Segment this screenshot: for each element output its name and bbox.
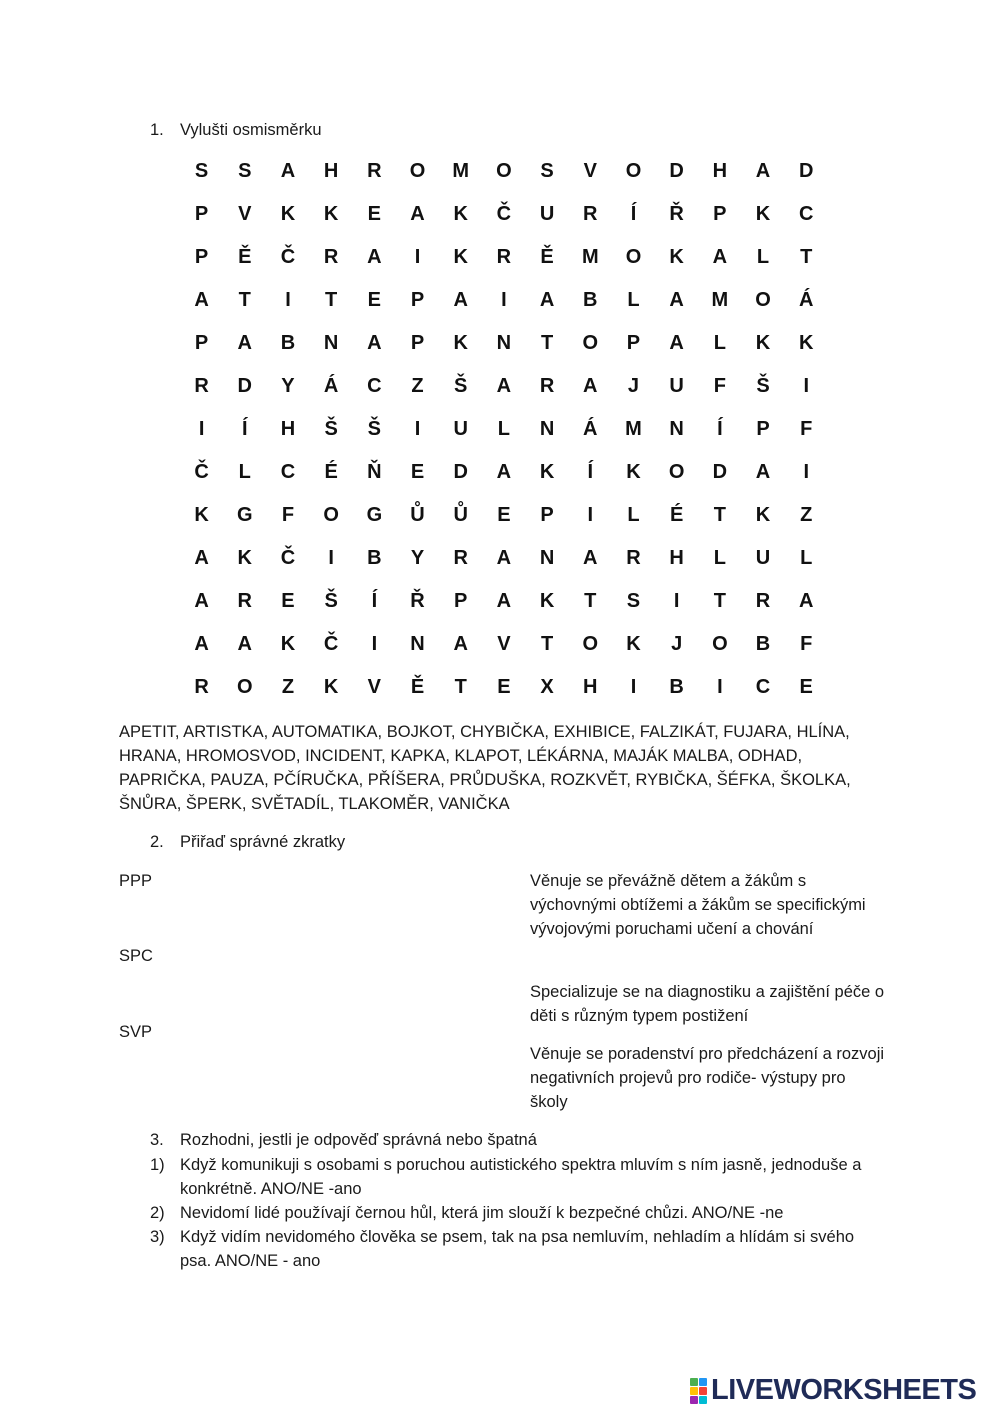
- logo-mark-icon: [690, 1378, 707, 1404]
- grid-cell[interactable]: X: [540, 676, 554, 698]
- grid-cell[interactable]: L: [800, 547, 813, 569]
- grid-cell[interactable]: K: [539, 461, 555, 483]
- grid-cell[interactable]: P: [410, 289, 425, 311]
- grid-cell[interactable]: I: [414, 246, 421, 268]
- grid-cell[interactable]: J: [627, 375, 640, 397]
- grid-cell[interactable]: I: [803, 461, 809, 483]
- grid-cell[interactable]: A: [496, 461, 512, 483]
- grid-cell[interactable]: R: [453, 547, 468, 569]
- grid-cell[interactable]: H: [323, 160, 339, 182]
- grid-cell[interactable]: A: [712, 246, 728, 268]
- grid-cell[interactable]: U: [453, 418, 468, 440]
- question-number: 2.: [150, 833, 164, 851]
- description-3[interactable]: Věnuje se poradenství pro předcházení a rozvoji negativních projevů pro rodiče- výstupy pro školy: [530, 1045, 885, 1111]
- statement-3: [150, 1225, 870, 1273]
- grid-cell[interactable]: O: [237, 676, 253, 698]
- grid-cell[interactable]: I: [673, 590, 680, 612]
- grid-cell[interactable]: K: [194, 504, 209, 526]
- grid-cell[interactable]: V: [497, 633, 511, 655]
- grid-cell[interactable]: E: [410, 461, 425, 483]
- liveworksheets-logo[interactable]: [690, 1374, 976, 1407]
- grid-cell[interactable]: I: [501, 289, 507, 311]
- grid-cell[interactable]: P: [194, 332, 209, 354]
- grid-cell[interactable]: K: [626, 461, 641, 483]
- grid-cell[interactable]: E: [281, 590, 295, 612]
- grid-cell[interactable]: Í: [371, 590, 378, 612]
- grid-cell[interactable]: I: [328, 547, 334, 569]
- grid-cell[interactable]: Ř: [669, 203, 684, 225]
- grid-cell[interactable]: E: [799, 676, 813, 698]
- grid-cell[interactable]: Ě: [540, 246, 554, 268]
- grid-cell[interactable]: C: [755, 676, 771, 698]
- question-2-heading: [150, 830, 345, 854]
- grid-cell[interactable]: Í: [242, 418, 248, 440]
- grid-cell[interactable]: L: [238, 461, 251, 483]
- grid-cell[interactable]: D: [237, 375, 252, 397]
- grid-cell[interactable]: M: [625, 418, 642, 440]
- description-2[interactable]: Specializuje se na diagnostiku a zajištění péče o děti s různým typem postižení: [530, 983, 885, 1025]
- grid-cell[interactable]: Č: [280, 246, 296, 268]
- question-1-heading: [150, 118, 322, 142]
- grid-cell[interactable]: L: [713, 547, 726, 569]
- grid-cell[interactable]: F: [800, 633, 813, 655]
- grid-cell[interactable]: R: [367, 160, 382, 182]
- grid-cell[interactable]: P: [713, 203, 727, 225]
- grid-cell[interactable]: H: [583, 676, 598, 698]
- abbreviation-ppp[interactable]: PPP: [119, 872, 153, 890]
- grid-cell[interactable]: Š: [324, 418, 338, 440]
- grid-cell[interactable]: Á: [323, 375, 339, 397]
- grid-cell[interactable]: A: [194, 633, 209, 655]
- grid-cell[interactable]: A: [798, 590, 814, 612]
- grid-cell[interactable]: P: [626, 332, 641, 354]
- statement-number: 3): [150, 1228, 165, 1246]
- grid-cell[interactable]: Í: [587, 461, 594, 483]
- grid-cell[interactable]: M: [711, 289, 729, 311]
- grid-cell[interactable]: A: [583, 547, 598, 569]
- grid-cell[interactable]: O: [582, 332, 599, 354]
- grid-cell[interactable]: H: [712, 160, 728, 182]
- grid-cell[interactable]: N: [410, 633, 425, 655]
- question-number: 1.: [150, 121, 164, 139]
- question-title: Vylušti osmisměrku: [180, 121, 322, 139]
- grid-cell[interactable]: R: [755, 590, 771, 612]
- grid-cell[interactable]: K: [755, 203, 771, 225]
- grid-cell[interactable]: K: [626, 633, 641, 655]
- grid-cell[interactable]: V: [583, 160, 597, 182]
- grid-cell[interactable]: R: [323, 246, 339, 268]
- grid-cell[interactable]: R: [237, 590, 252, 612]
- statement-text: Nevidomí lidé používají černou hůl, která jim slouží k bezpečné chůzi. ANO/NE -ne: [180, 1204, 784, 1222]
- grid-cell[interactable]: R: [539, 375, 555, 397]
- statement-number: 2): [150, 1204, 165, 1222]
- grid-cell[interactable]: E: [367, 203, 382, 225]
- grid-cell[interactable]: K: [755, 504, 771, 526]
- statement-number: 1): [150, 1156, 165, 1174]
- grid-cell[interactable]: A: [755, 461, 771, 483]
- grid-cell[interactable]: K: [453, 246, 468, 268]
- grid-cell[interactable]: R: [626, 547, 641, 569]
- word-list: APETIT, ARTISTKA, AUTOMATIKA, BOJKOT, CHYBIČKA, EXHIBICE, FALZIKÁT, FUJARA, HLÍNA, HRANA, HROMOSVOD, INCIDENT, KAPKA, KLAPOT, LÉKÁRNA, MAJÁK MALBA, ODHAD, PAPRIČKA, PAUZA, PČÍRUČKA, PŘÍŠERA, PRŮDUŠKA, ROZKVĚT, RYBIČKA, ŠÉFKA, ŠKOLKA, ŠNŮRA, ŠPERK, SVĚTADÍL, TLAKOMĚR, VANIČKA: [119, 723, 851, 813]
- grid-cell[interactable]: Ů: [453, 504, 468, 526]
- grid-cell[interactable]: P: [454, 590, 468, 612]
- grid-cell[interactable]: K: [453, 332, 468, 354]
- grid-cell[interactable]: B: [669, 676, 684, 698]
- grid-cell[interactable]: Č: [194, 461, 209, 483]
- grid-cell[interactable]: Č: [496, 203, 512, 225]
- grid-cell[interactable]: A: [496, 547, 512, 569]
- grid-cell[interactable]: C: [280, 461, 296, 483]
- grid-cell[interactable]: K: [280, 633, 296, 655]
- grid-cell[interactable]: A: [367, 246, 382, 268]
- grid-cell[interactable]: C: [367, 375, 382, 397]
- grid-cell[interactable]: H: [280, 418, 296, 440]
- logo-square: [699, 1387, 707, 1395]
- grid-cell[interactable]: S: [194, 160, 209, 182]
- grid-cell[interactable]: A: [194, 590, 209, 612]
- grid-cell[interactable]: D: [798, 160, 814, 182]
- grid-cell[interactable]: O: [582, 633, 599, 655]
- grid-cell[interactable]: A: [583, 375, 598, 397]
- grid-cell[interactable]: I: [630, 676, 637, 698]
- grid-cell[interactable]: M: [581, 246, 599, 268]
- grid-cell[interactable]: O: [755, 289, 771, 311]
- grid-cell[interactable]: P: [410, 332, 425, 354]
- grid-cell[interactable]: A: [453, 289, 468, 311]
- grid-cell[interactable]: B: [367, 547, 382, 569]
- grid-cell[interactable]: K: [237, 547, 252, 569]
- grid-cell[interactable]: E: [497, 676, 511, 698]
- logo-square: [690, 1387, 698, 1395]
- grid-cell[interactable]: T: [800, 246, 813, 268]
- grid-cell[interactable]: O: [625, 160, 642, 182]
- grid-cell[interactable]: Á: [798, 289, 814, 311]
- grid-cell[interactable]: K: [798, 332, 814, 354]
- grid-cell[interactable]: I: [414, 418, 421, 440]
- grid-cell[interactable]: O: [625, 246, 642, 268]
- grid-cell[interactable]: A: [410, 203, 425, 225]
- grid-cell[interactable]: L: [627, 289, 640, 311]
- grid-cell[interactable]: Ů: [410, 504, 425, 526]
- logo-text: LIVEWORKSHEETS: [711, 1374, 977, 1406]
- grid-cell[interactable]: Í: [717, 418, 723, 440]
- grid-cell[interactable]: L: [497, 418, 511, 440]
- question-3-heading: [150, 1128, 537, 1152]
- grid-cell[interactable]: K: [323, 676, 339, 698]
- grid-cell[interactable]: C: [798, 203, 814, 225]
- grid-cell[interactable]: Ě: [410, 676, 425, 698]
- statement-1: [150, 1153, 870, 1201]
- word-search-grid: [180, 150, 828, 709]
- grid-cell[interactable]: R: [496, 246, 512, 268]
- grid-cell[interactable]: K: [539, 590, 555, 612]
- grid-cell[interactable]: E: [367, 289, 382, 311]
- grid-cell[interactable]: N: [669, 418, 684, 440]
- grid-cell[interactable]: Y: [410, 547, 425, 569]
- grid-cell[interactable]: Č: [323, 633, 339, 655]
- grid-cell[interactable]: Š: [454, 375, 468, 397]
- grid-cell[interactable]: É: [669, 504, 684, 526]
- grid-cell[interactable]: V: [238, 203, 252, 225]
- grid-cell[interactable]: H: [669, 547, 684, 569]
- grid-cell[interactable]: A: [194, 547, 209, 569]
- logo-square: [699, 1396, 707, 1404]
- grid-cell[interactable]: K: [669, 246, 684, 268]
- grid-cell[interactable]: M: [452, 160, 470, 182]
- grid-cell[interactable]: A: [669, 332, 684, 354]
- grid-cell[interactable]: F: [800, 418, 813, 440]
- grid-cell[interactable]: O: [409, 160, 426, 182]
- grid-cell[interactable]: K: [280, 203, 296, 225]
- grid-cell[interactable]: N: [323, 332, 339, 354]
- grid-cell[interactable]: P: [756, 418, 770, 440]
- grid-cell[interactable]: A: [539, 289, 555, 311]
- grid-cell[interactable]: B: [755, 633, 771, 655]
- grid-cell[interactable]: A: [496, 375, 512, 397]
- question-title: Rozhodni, jestli je odpověď správná nebo špatná: [180, 1131, 537, 1149]
- grid-cell[interactable]: T: [454, 676, 467, 698]
- grid-cell[interactable]: Ě: [238, 246, 252, 268]
- grid-cell[interactable]: A: [194, 289, 209, 311]
- grid-cell[interactable]: Č: [280, 547, 296, 569]
- grid-cell[interactable]: O: [712, 633, 728, 655]
- grid-cell[interactable]: I: [371, 633, 378, 655]
- statement-text: Když komunikuji s osobami s poruchou autistického spektra mluvím s ním jasně, jednoduše a konkrétně. ANO/NE -ano: [180, 1156, 862, 1198]
- grid-cell[interactable]: V: [367, 676, 382, 698]
- abbreviation-svp[interactable]: SVP: [119, 1023, 153, 1041]
- grid-cell[interactable]: I: [717, 676, 723, 698]
- grid-cell[interactable]: K: [323, 203, 339, 225]
- grid-cell[interactable]: A: [669, 289, 684, 311]
- grid-cell[interactable]: L: [627, 504, 640, 526]
- grid-cell[interactable]: T: [713, 590, 726, 612]
- grid-cell[interactable]: T: [584, 590, 597, 612]
- grid-cell[interactable]: F: [281, 504, 295, 526]
- grid-cell[interactable]: F: [713, 375, 726, 397]
- grid-cell[interactable]: T: [540, 332, 554, 354]
- grid-cell[interactable]: É: [324, 461, 338, 483]
- grid-cell[interactable]: S: [238, 160, 252, 182]
- grid-cell[interactable]: U: [539, 203, 555, 225]
- grid-cell[interactable]: U: [755, 547, 771, 569]
- grid-cell[interactable]: Š: [324, 590, 338, 612]
- grid-cell[interactable]: A: [367, 332, 382, 354]
- grid-cell[interactable]: I: [285, 289, 291, 311]
- grid-cell[interactable]: T: [325, 289, 338, 311]
- grid-cell[interactable]: T: [713, 504, 726, 526]
- grid-cell[interactable]: T: [540, 633, 554, 655]
- grid-cell[interactable]: Š: [367, 418, 382, 440]
- question-number: 3.: [150, 1131, 164, 1149]
- grid-cell[interactable]: Ň: [367, 461, 382, 483]
- grid-cell[interactable]: P: [194, 246, 209, 268]
- grid-cell[interactable]: U: [669, 375, 684, 397]
- grid-cell[interactable]: L: [713, 332, 726, 354]
- grid-cell[interactable]: B: [280, 332, 296, 354]
- grid-cell[interactable]: N: [539, 418, 555, 440]
- grid-cell[interactable]: Z: [411, 375, 424, 397]
- grid-cell[interactable]: Á: [583, 418, 598, 440]
- grid-cell[interactable]: A: [453, 633, 468, 655]
- grid-cell[interactable]: A: [496, 590, 512, 612]
- grid-cell[interactable]: O: [668, 461, 685, 483]
- grid-cell[interactable]: K: [453, 203, 468, 225]
- grid-cell[interactable]: R: [194, 375, 209, 397]
- grid-cell[interactable]: A: [755, 160, 771, 182]
- grid-cell[interactable]: P: [540, 504, 554, 526]
- grid-cell[interactable]: S: [540, 160, 554, 182]
- grid-cell[interactable]: A: [237, 633, 252, 655]
- grid-cell[interactable]: Ř: [410, 590, 425, 612]
- statement-2: [150, 1201, 870, 1225]
- grid-cell[interactable]: O: [496, 160, 512, 182]
- grid-cell[interactable]: I: [198, 418, 205, 440]
- grid-cell[interactable]: O: [323, 504, 339, 526]
- description-1[interactable]: Věnuje se převážně dětem a žákům s výchovnými obtížemi a žákům se specifickými vývojovými poruchami učení a chování: [530, 872, 866, 938]
- logo-square: [690, 1378, 698, 1386]
- grid-cell[interactable]: Í: [630, 203, 637, 225]
- grid-cell[interactable]: D: [712, 461, 728, 483]
- statement-text: Když vidím nevidomého člověka se psem, tak na psa nemluvím, nehladím a hlídám si svého psa. ANO/NE - ano: [180, 1228, 855, 1270]
- grid-cell[interactable]: B: [583, 289, 598, 311]
- grid-cell[interactable]: T: [238, 289, 251, 311]
- grid-cell[interactable]: G: [366, 504, 383, 526]
- grid-cell[interactable]: G: [237, 504, 253, 526]
- grid-cell[interactable]: Z: [281, 676, 295, 698]
- question-title: Přiřaď správné zkratky: [180, 833, 346, 851]
- grid-cell[interactable]: J: [671, 633, 683, 655]
- grid-cell[interactable]: Š: [756, 375, 770, 397]
- abbreviation-spc[interactable]: SPC: [119, 947, 153, 965]
- grid-cell[interactable]: N: [496, 332, 512, 354]
- grid-cell[interactable]: R: [194, 676, 209, 698]
- grid-cell[interactable]: P: [194, 203, 209, 225]
- grid-cell[interactable]: R: [583, 203, 598, 225]
- grid-cell[interactable]: L: [756, 246, 770, 268]
- grid-cell[interactable]: D: [669, 160, 684, 182]
- grid-cell[interactable]: Z: [800, 504, 813, 526]
- grid-cell[interactable]: A: [237, 332, 252, 354]
- grid-cell[interactable]: S: [626, 590, 641, 612]
- grid-cell[interactable]: D: [453, 461, 468, 483]
- grid-cell[interactable]: I: [587, 504, 594, 526]
- grid-cell[interactable]: N: [539, 547, 555, 569]
- grid-cell[interactable]: K: [755, 332, 771, 354]
- grid-cell[interactable]: I: [803, 375, 809, 397]
- logo-square: [699, 1378, 707, 1386]
- grid-cell[interactable]: E: [497, 504, 511, 526]
- grid-cell[interactable]: A: [280, 160, 296, 182]
- logo-square: [690, 1396, 698, 1404]
- grid-cell[interactable]: Y: [281, 375, 295, 397]
